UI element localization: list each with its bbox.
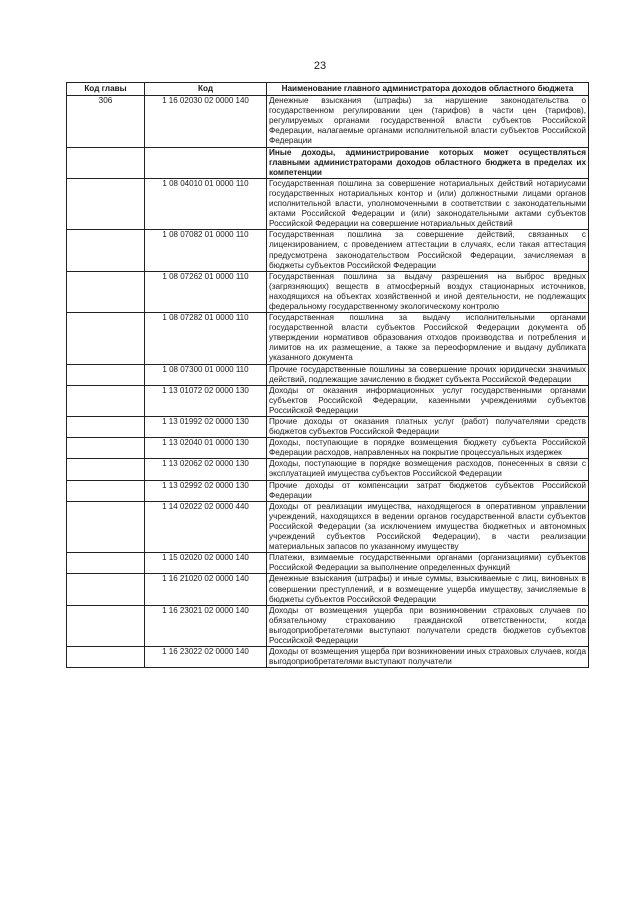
- cell-name: Государственная пошлина за совершение нотариальных действий нотариусами государственных нотариальных контор и (или) должностными лицами органов исполнительной власти, уполномоченными в соответствии с законодательными актами Российской Федерации и (или) законодательными актами субъектов Российской Федерации на совершение нотариальных действий: [267, 178, 589, 229]
- table-body: [67, 96, 589, 668]
- table-header-row: [67, 83, 589, 96]
- cell-head-code: [67, 647, 145, 668]
- table-row: [67, 647, 589, 668]
- table-row: [67, 96, 589, 147]
- table-row: [67, 574, 589, 605]
- cell-name: Доходы, поступающие в порядке возмещения расходов, понесенных в связи с эксплуатацией имущества субъектов Российской Федерации: [267, 459, 589, 480]
- header-code: Код: [145, 83, 267, 96]
- cell-code: 1 13 01072 02 0000 130: [145, 385, 267, 416]
- cell-code: 1 16 21020 02 0000 140: [145, 574, 267, 605]
- cell-head-code: [67, 501, 145, 552]
- cell-code: 1 14 02022 02 0000 440: [145, 501, 267, 552]
- cell-name: Денежные взыскания (штрафы) и иные суммы, взыскиваемые с лиц, виновных в совершении преступлений, и в возмещение ущерба имуществу, зачисляемые в бюджеты субъектов Российской Федерации: [267, 574, 589, 605]
- cell-name: Платежи, взимаемые государственными органами (организациями) субъектов Российской Федерации за выполнение определенных функций: [267, 553, 589, 574]
- cell-head-code: 306: [67, 96, 145, 147]
- table-row: [67, 605, 589, 646]
- cell-code: 1 13 02992 02 0000 130: [145, 480, 267, 501]
- cell-code: 1 08 04010 01 0000 110: [145, 178, 267, 229]
- table-row: [67, 313, 589, 364]
- cell-section-heading: Иные доходы, администрирование которых может осуществляться главными администраторами доходов областного бюджета в пределах их компетенции: [267, 147, 589, 178]
- cell-code: 1 15 02020 02 0000 140: [145, 553, 267, 574]
- table-row: [67, 178, 589, 229]
- cell-head-code: [67, 574, 145, 605]
- cell-head-code: [67, 385, 145, 416]
- cell-code: 1 13 02040 01 0000 130: [145, 438, 267, 459]
- table-row: [67, 501, 589, 552]
- table-row: [67, 364, 589, 385]
- cell-code: 1 08 07082 01 0000 110: [145, 230, 267, 271]
- cell-code: 1 08 07262 01 0000 110: [145, 271, 267, 312]
- cell-head-code: [67, 313, 145, 364]
- revenue-administrators-table: [66, 82, 589, 668]
- cell-head-code: [67, 147, 145, 178]
- cell-head-code: [67, 417, 145, 438]
- cell-head-code: [67, 178, 145, 229]
- header-head-code: Код главы: [67, 83, 145, 96]
- cell-name: Государственная пошлина за выдачу разрешения на выброс вредных (загрязняющих) веществ в атмосферный воздух стационарных источников, находящихся на объектах хозяйственной и иной деятельности, не подлежащих федеральному государственному экологическому контролю: [267, 271, 589, 312]
- table-row: [67, 480, 589, 501]
- cell-code: 1 13 01992 02 0000 130: [145, 417, 267, 438]
- cell-code: 1 08 07300 01 0000 110: [145, 364, 267, 385]
- cell-code: 1 16 23022 02 0000 140: [145, 647, 267, 668]
- cell-head-code: [67, 230, 145, 271]
- table-row: [67, 230, 589, 271]
- cell-name: Прочие государственные пошлины за совершение прочих юридически значимых действий, подлежащие зачислению в бюджет субъекта Российской Федерации: [267, 364, 589, 385]
- cell-code: 1 16 23021 02 0000 140: [145, 605, 267, 646]
- cell-code: 1 13 02062 02 0000 130: [145, 459, 267, 480]
- cell-head-code: [67, 438, 145, 459]
- page-number: 23: [313, 60, 327, 72]
- cell-head-code: [67, 605, 145, 646]
- cell-code: 1 16 02030 02 0000 140: [145, 96, 267, 147]
- table-row: [67, 385, 589, 416]
- cell-name: Доходы от оказания информационных услуг государственными органами субъектов Российской Федерации, казенными учреждениями субъектов Российской Федерации: [267, 385, 589, 416]
- table-row: [67, 271, 589, 312]
- table-row: [67, 553, 589, 574]
- cell-name: Государственная пошлина за совершение действий, связанных с лицензированием, с проведением аттестации в случаях, если такая аттестация предусмотрена законодательством Российской Федерации, зачисляемая в бюджеты субъектов Российской Федерации: [267, 230, 589, 271]
- table-row: [67, 147, 589, 178]
- cell-head-code: [67, 459, 145, 480]
- cell-name: Доходы от реализации имущества, находящегося в оперативном управлении учреждений, находящихся в ведении органов государственной власти субъектов Российской Федерации (за исключением имущества бюджетных и автономных учреждений субъектов Российской Федерации), в части реализации материальных запасов по указанному имуществу: [267, 501, 589, 552]
- cell-name: Прочие доходы от оказания платных услуг (работ) получателями средств бюджетов субъектов Российской Федерации: [267, 417, 589, 438]
- cell-name: Доходы от возмещения ущерба при возникновении страховых случаев по обязательному страхованию гражданской ответственности, когда выгодоприобретателями выступают получатели средств бюджетов субъектов Российской Федерации: [267, 605, 589, 646]
- cell-name: Прочие доходы от компенсации затрат бюджетов субъектов Российской Федерации: [267, 480, 589, 501]
- header-name: Наименование главного администратора доходов областного бюджета: [267, 83, 589, 96]
- cell-head-code: [67, 553, 145, 574]
- cell-name: Денежные взыскания (штрафы) за нарушение законодательства о государственном регулировании цен (тарифов) в части цен (тарифов), регулируемых органами государственной власти субъектов Российской Федерации, налагаемые органами исполнительной власти субъектов Российской Федерации: [267, 96, 589, 147]
- cell-name: Доходы от возмещения ущерба при возникновении иных страховых случаев, когда выгодоприобретателями выступают получатели: [267, 647, 589, 668]
- table-row: [67, 417, 589, 438]
- cell-name: Доходы, поступающие в порядке возмещения бюджету субъекта Российской Федерации расходов, направленных на покрытие процессуальных издержек: [267, 438, 589, 459]
- table-row: [67, 459, 589, 480]
- cell-code: 1 08 07282 01 0000 110: [145, 313, 267, 364]
- cell-name: Государственная пошлина за выдачу исполнительными органами государственной власти субъектов Российской Федерации документа об утверждении нормативов образования отходов производства и потребления и лимитов на их размещение, а также за переоформление и выдачу дубликата указанного документа: [267, 313, 589, 364]
- cell-head-code: [67, 364, 145, 385]
- table-row: [67, 438, 589, 459]
- cell-head-code: [67, 271, 145, 312]
- cell-code: [145, 147, 267, 178]
- cell-head-code: [67, 480, 145, 501]
